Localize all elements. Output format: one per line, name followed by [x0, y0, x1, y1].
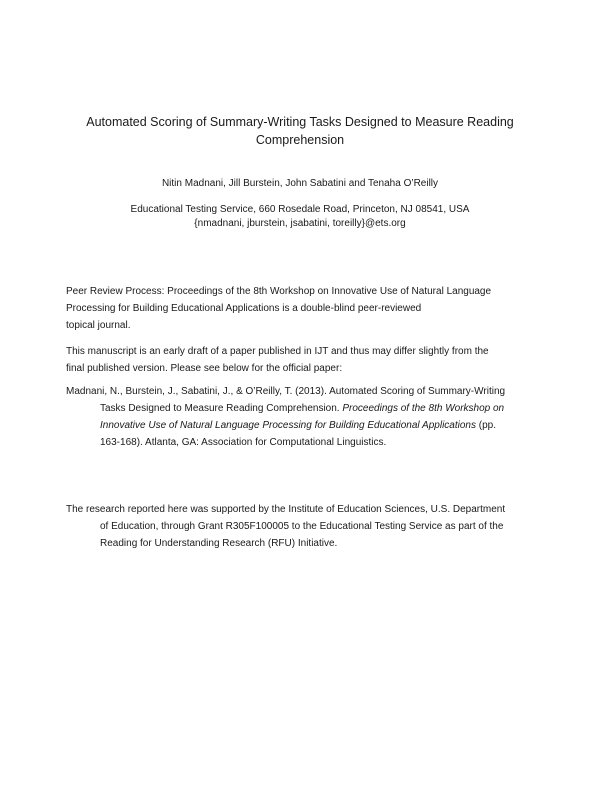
affiliation-address: Educational Testing Service, 660 Rosedale Road, Princeton, NJ 08541, USA	[130, 204, 470, 215]
author-emails: {nmadnani, jburstein, jsabatini, toreilly}@ets.org	[194, 218, 406, 229]
manuscript-note-line: This manuscript is an early draft of a paper published in IJT and thus may differ slightly from the	[66, 346, 489, 357]
citation-line	[66, 417, 546, 434]
funding-line: The research reported here was supported by the Institute of Education Sciences, U.S. Department	[66, 504, 506, 515]
funding-acknowledgement	[66, 501, 546, 552]
citation-venue: Innovative Use of Natural Language Processing for Building Educational Applications	[100, 420, 476, 431]
funding-line: Reading for Understanding Research (RFU) Initiative.	[100, 538, 338, 549]
paper-title-line: Automated Scoring of Summary-Writing Tasks Designed to Measure Reading	[86, 115, 514, 129]
manuscript-note-line: final published version. Please see below for the official paper:	[66, 363, 343, 374]
citation-line: Madnani, N., Burstein, J., Sabatini, J., & O’Reilly, T. (2013). Automated Scoring of Summary-Writing	[66, 386, 506, 397]
citation-line	[66, 400, 546, 417]
peer-review-line: topical journal.	[66, 320, 131, 331]
affiliation	[60, 203, 540, 231]
paper-title-line: Comprehension	[255, 133, 345, 147]
citation-text: (pp.	[475, 420, 496, 431]
peer-review-line: Processing for Building Educational Applications is a double-blind peer-reviewed	[66, 303, 422, 314]
author-list: Nitin Madnani, Jill Burstein, John Sabatini and Tenaha O’Reilly	[161, 178, 439, 189]
peer-review-line: Peer Review Process: Proceedings of the 8th Workshop on Innovative Use of Natural Language	[66, 286, 492, 297]
citation-venue: Proceedings of the 8th Workshop on	[342, 403, 505, 414]
manuscript-note	[66, 343, 546, 377]
citation-text: Tasks Designed to Measure Reading Comprehension.	[100, 403, 343, 414]
peer-review-statement	[66, 283, 536, 334]
paper-title	[60, 113, 540, 149]
citation-line: 163-168). Atlanta, GA: Association for Computational Linguistics.	[100, 437, 387, 448]
official-citation	[66, 383, 546, 451]
funding-line: of Education, through Grant R305F100005 to the Educational Testing Service as part of the	[100, 521, 504, 532]
